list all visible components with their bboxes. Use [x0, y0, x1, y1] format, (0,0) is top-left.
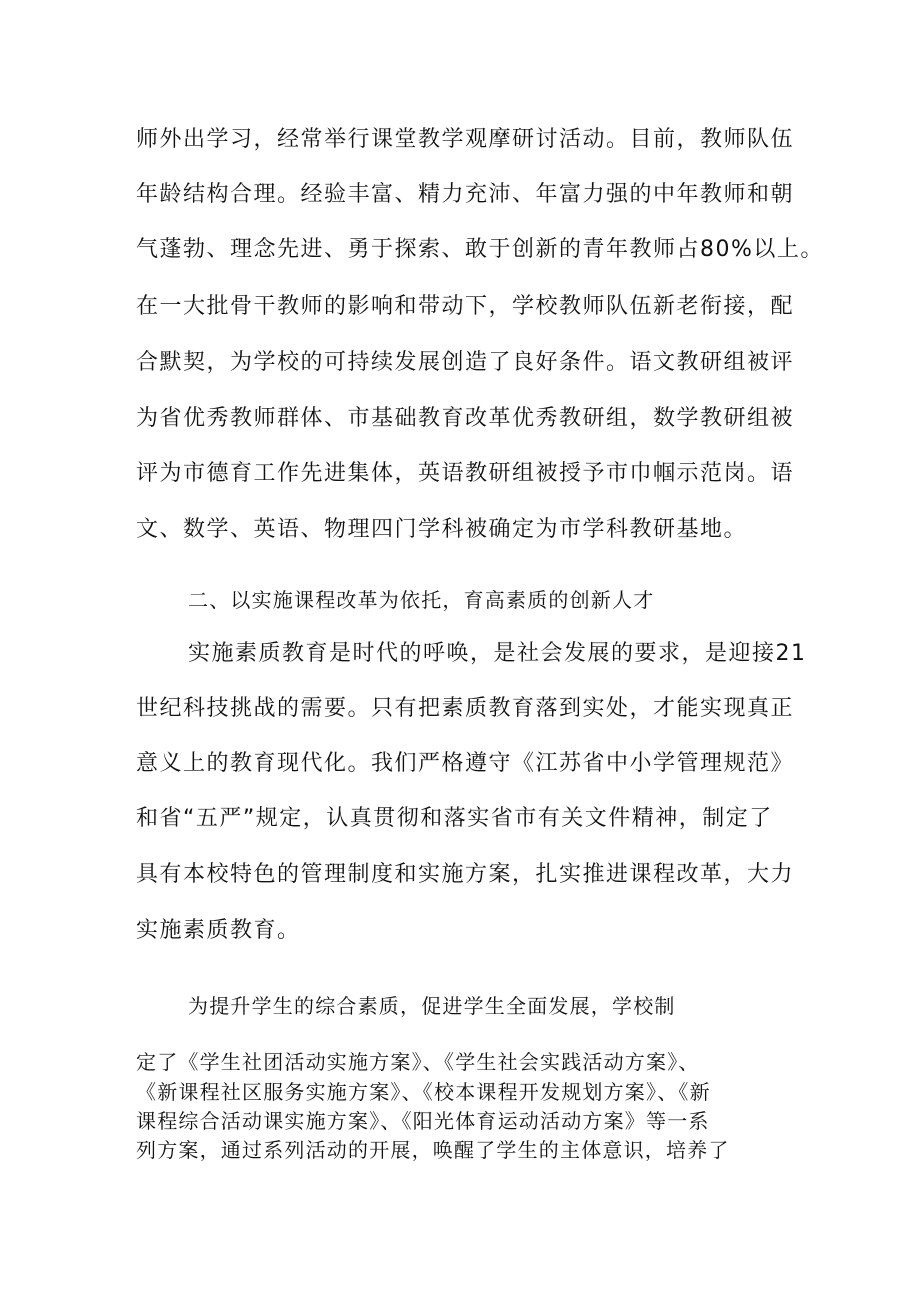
paragraph-line: 意义上的教育现代化。我们严格遵守《江苏省中小学管理规范》	[136, 751, 795, 776]
paragraph-line: 实施素质教育是时代的呼唤，是社会发展的要求，是迎接21	[188, 641, 807, 666]
paragraph-line: 实施素质教育。	[136, 918, 301, 943]
paragraph-line: 气蓬勃、理念先进、勇于探索、敢于创新的青年教师占80%以上。	[136, 237, 824, 262]
paragraph-line: 具有本校特色的管理制度和实施方案，扎实推进课程改革，大力	[136, 862, 795, 887]
section-heading: 二、以实施课程改革为依托，育高素质的创新人才	[188, 588, 655, 612]
paragraph-line: 《新课程社区服务实施方案》、《校本课程开发规划方案》、《新	[136, 1080, 711, 1104]
paragraph-line: 世纪科技挑战的需要。只有把素质教育落到实处，才能实现真正	[136, 696, 795, 721]
paragraph-line: 文、数学、英语、物理四门学科被确定为市学科教研基地。	[136, 517, 748, 542]
paragraph-line: 定了《学生社团活动实施方案》、《学生社会实践活动方案》、	[136, 1050, 700, 1074]
paragraph-line: 为提升学生的综合素质，促进学生全面发展，学校制	[188, 994, 676, 1018]
paragraph-line: 在一大批骨干教师的影响和带动下，学校教师队伍新老衔接，配	[136, 294, 795, 319]
paragraph-line: 师外出学习，经常举行课堂教学观摩研讨活动。目前，教师队伍	[136, 127, 795, 152]
paragraph-line: 为省优秀教师群体、市基础教育改革优秀教研组，数学教研组被	[136, 406, 795, 431]
paragraph-line: 年龄结构合理。经验丰富、精力充沛、年富力强的中年教师和朝	[136, 182, 795, 207]
paragraph-line: 列方案，通过系列活动的开展，唤醒了学生的主体意识，培养了	[136, 1138, 730, 1162]
paragraph-line: 和省“五严”规定，认真贯彻和落实省市有关文件精神，制定了	[136, 806, 773, 831]
paragraph-line: 评为市德育工作先进集体，英语教研组被授予市巾帼示范岗。语	[136, 461, 795, 486]
paragraph-line: 课程综合活动课实施方案》、《阳光体育运动活动方案》等一系	[136, 1109, 710, 1133]
paragraph-line: 合默契，为学校的可持续发展创造了良好条件。语文教研组被评	[136, 350, 795, 375]
